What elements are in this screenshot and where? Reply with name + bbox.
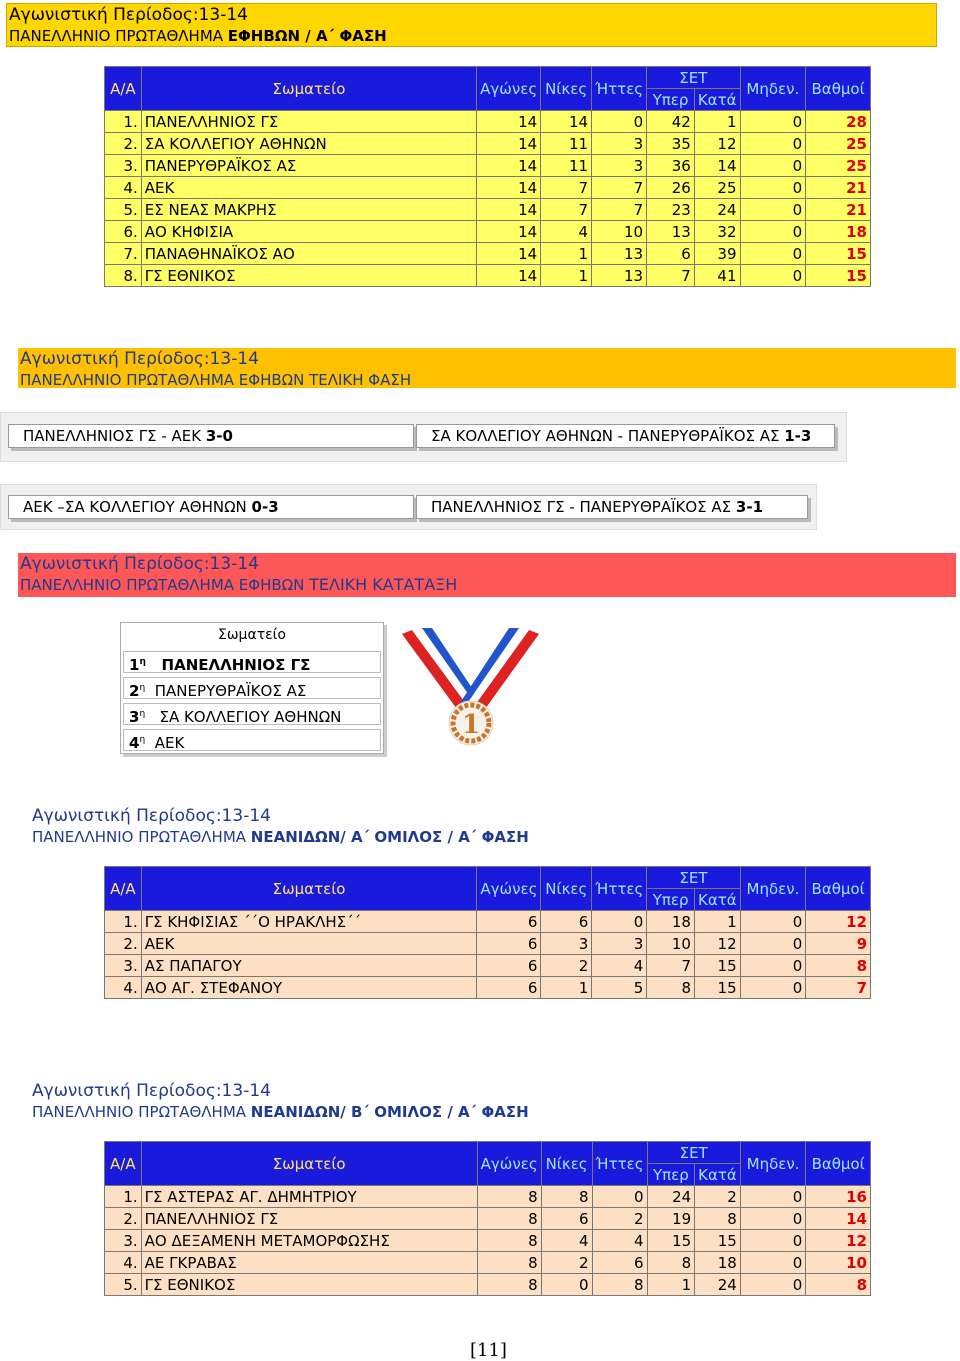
cell-rank: 3. — [105, 1230, 142, 1252]
cell-rank: 5. — [105, 199, 142, 221]
final-rank-2: $2^\eta$ ΠΑΝΕΡΥΘΡΑΪΚΟΣ ΑΣ — [123, 677, 381, 699]
cell-zero: 0 — [740, 1186, 806, 1208]
header-points: Βαθμοί — [806, 1142, 871, 1186]
header-set-for: Υπερ — [647, 1164, 695, 1186]
result-match-1: ΠΑΝΕΛΛΗΝΙΟΣ ΓΣ - ΑΕΚ 3-0 — [8, 424, 414, 448]
cell-losses: 0 — [592, 911, 647, 933]
cell-points: 9 — [806, 933, 871, 955]
header-set: ΣΕΤ — [647, 67, 740, 89]
cell-set-for: 24 — [647, 1186, 695, 1208]
cell-rank: 2. — [105, 1208, 142, 1230]
cell-set-against: 15 — [694, 977, 740, 999]
cell-zero: 0 — [740, 265, 806, 287]
final-ranking — [120, 622, 384, 754]
cell-wins: 7 — [541, 199, 592, 221]
cell-team: ΣΑ ΚΟΛΛΕΓΙΟΥ ΑΘΗΝΩΝ — [141, 133, 476, 155]
cell-rank: 6. — [105, 221, 142, 243]
cell-set-for: 7 — [647, 265, 695, 287]
table-row — [105, 243, 871, 265]
header-team: Σωματείο — [141, 867, 477, 911]
cell-wins: 1 — [541, 977, 592, 999]
header-games: Αγώνες — [477, 1142, 541, 1186]
cell-set-for: 6 — [647, 243, 695, 265]
cell-losses: 4 — [592, 1230, 647, 1252]
cell-set-against: 41 — [694, 265, 740, 287]
cell-wins: 1 — [541, 265, 592, 287]
cell-set-against: 12 — [694, 133, 740, 155]
cell-losses: 4 — [592, 955, 647, 977]
table-row — [105, 199, 871, 221]
cell-team: ΑΟ ΑΓ. ΣΤΕΦΑΝΟΥ — [141, 977, 477, 999]
cell-wins: 6 — [541, 911, 592, 933]
cell-losses: 10 — [592, 221, 647, 243]
cell-games: 8 — [477, 1186, 541, 1208]
cell-zero: 0 — [740, 1230, 806, 1252]
cell-set-against: 14 — [694, 155, 740, 177]
cell-games: 6 — [477, 933, 541, 955]
standings-table-1 — [104, 66, 871, 287]
cell-set-for: 15 — [647, 1230, 695, 1252]
cell-set-for: 19 — [647, 1208, 695, 1230]
cell-team: ΓΣ ΕΘΝΙΚΟΣ — [141, 1274, 477, 1296]
cell-set-against: 8 — [695, 1208, 741, 1230]
cell-wins: 2 — [541, 1252, 592, 1274]
cell-games: 14 — [477, 221, 541, 243]
cell-team: ΓΣ ΕΘΝΙΚΟΣ — [141, 265, 476, 287]
cell-team: ΑΕ ΓΚΡΑΒΑΣ — [141, 1252, 477, 1274]
cell-games: 8 — [477, 1230, 541, 1252]
table-row — [105, 1208, 871, 1230]
cell-wins: 4 — [541, 1230, 592, 1252]
cell-points: 25 — [806, 155, 871, 177]
cell-points: 7 — [806, 977, 871, 999]
section5-title: ΠΑΝΕΛΛΗΝΙΟ ΠΡΩΤΑΘΛΗΜΑ ΝΕΑΝΙΔΩΝ/ Β΄ ΟΜΙΛΟΣ / Α΄ ΦΑΣΗ — [32, 1103, 529, 1121]
cell-rank: 1. — [105, 111, 142, 133]
cell-set-for: 35 — [647, 133, 695, 155]
cell-losses: 7 — [592, 199, 647, 221]
cell-wins: 2 — [541, 955, 592, 977]
cell-team: ΠΑΝΕΛΛΗΝΙΟΣ ΓΣ — [141, 111, 476, 133]
cell-games: 14 — [477, 133, 541, 155]
final-rank-1: $1^\eta$ ΠΑΝΕΛΛΗΝΙΟΣ ΓΣ — [123, 651, 381, 673]
cell-losses: 5 — [592, 977, 647, 999]
cell-team: ΑΕΚ — [141, 933, 477, 955]
cell-games: 6 — [477, 977, 541, 999]
header-set: ΣΕΤ — [647, 1142, 740, 1164]
cell-games: 14 — [477, 243, 541, 265]
cell-set-against: 18 — [695, 1252, 741, 1274]
table-row — [105, 177, 871, 199]
cell-points: 21 — [806, 177, 871, 199]
header-rank: Α/Α — [105, 1142, 142, 1186]
page-number: [11] — [470, 1340, 507, 1361]
table-row — [105, 265, 871, 287]
header-set-against: Κατά — [695, 1164, 741, 1186]
cell-losses: 13 — [592, 265, 647, 287]
cell-games: 8 — [477, 1274, 541, 1296]
header-wins: Νίκες — [541, 1142, 592, 1186]
cell-rank: 8. — [105, 265, 142, 287]
cell-rank: 2. — [105, 133, 142, 155]
cell-points: 25 — [806, 133, 871, 155]
cell-set-for: 18 — [647, 911, 695, 933]
cell-wins: 4 — [541, 221, 592, 243]
section3-title: ΠΑΝΕΛΛΗΝΙΟ ΠΡΩΤΑΘΛΗΜΑ ΕΦΗΒΩΝ ΤΕΛΙΚΗ ΚΑΤΑΤΑΞΗ — [20, 575, 458, 594]
cell-points: 12 — [806, 911, 871, 933]
cell-set-for: 13 — [647, 221, 695, 243]
cell-zero: 0 — [740, 933, 806, 955]
header-losses: Ήττες — [592, 1142, 647, 1186]
cell-rank: 3. — [105, 955, 142, 977]
standings-table-2 — [104, 866, 871, 999]
cell-set-against: 39 — [694, 243, 740, 265]
section1-title: ΠΑΝΕΛΛΗΝΙΟ ΠΡΩΤΑΘΛΗΜΑ ΕΦΗΒΩΝ / Α΄ ΦΑΣΗ — [9, 27, 387, 45]
table-row — [105, 155, 871, 177]
cell-zero: 0 — [740, 977, 806, 999]
cell-team: ΑΟ ΔΕΞΑΜΕΝΗ ΜΕΤΑΜΟΡΦΩΣΗΣ — [141, 1230, 477, 1252]
cell-zero: 0 — [740, 955, 806, 977]
section3-season: Αγωνιστική Περίοδος:13-14 — [20, 554, 259, 574]
cell-zero: 0 — [740, 155, 806, 177]
section4-header — [30, 805, 630, 847]
header-losses: Ήττες — [592, 867, 647, 911]
cell-losses: 7 — [592, 177, 647, 199]
cell-zero: 0 — [740, 911, 806, 933]
section2-title: ΠΑΝΕΛΛΗΝΙΟ ΠΡΩΤΑΘΛΗΜΑ ΕΦΗΒΩΝ ΤΕΛΙΚΗ ΦΑΣΗ — [20, 371, 412, 389]
cell-set-for: 36 — [647, 155, 695, 177]
header-points: Βαθμοί — [806, 67, 871, 111]
cell-team: ΓΣ ΚΗΦΙΣΙΑΣ ΄΄Ο ΗΡΑΚΛΗΣ΄΄ — [141, 911, 477, 933]
result-match-2: ΣΑ ΚΟΛΛΕΓΙΟΥ ΑΘΗΝΩΝ - ΠΑΝΕΡΥΘΡΑΪΚΟΣ ΑΣ 1-3 — [416, 424, 835, 448]
cell-set-against: 15 — [695, 1230, 741, 1252]
cell-points: 18 — [806, 221, 871, 243]
cell-games: 8 — [477, 1208, 541, 1230]
header-games: Αγώνες — [477, 867, 541, 911]
cell-set-for: 8 — [647, 1252, 695, 1274]
header-losses: Ήττες — [592, 67, 647, 111]
cell-set-against: 25 — [694, 177, 740, 199]
header-set: ΣΕΤ — [647, 867, 740, 889]
section4-season: Αγωνιστική Περίοδος:13-14 — [32, 806, 271, 826]
header-points: Βαθμοί — [806, 867, 871, 911]
cell-rank: 1. — [105, 911, 142, 933]
section5-season: Αγωνιστική Περίοδος:13-14 — [32, 1081, 271, 1101]
header-team: Σωματείο — [141, 67, 476, 111]
section2-season: Αγωνιστική Περίοδος:13-14 — [20, 349, 259, 369]
section4-title: ΠΑΝΕΛΛΗΝΙΟ ΠΡΩΤΑΘΛΗΜΑ ΝΕΑΝΙΔΩΝ/ Α΄ ΟΜΙΛΟΣ / Α΄ ΦΑΣΗ — [32, 828, 529, 846]
header-zero: Μηδεν. — [740, 867, 806, 911]
cell-team: ΠΑΝΕΛΛΗΝΙΟΣ ΓΣ — [141, 1208, 477, 1230]
cell-zero: 0 — [740, 243, 806, 265]
cell-wins: 7 — [541, 177, 592, 199]
cell-set-for: 8 — [647, 977, 695, 999]
cell-zero: 0 — [740, 177, 806, 199]
cell-zero: 0 — [740, 199, 806, 221]
medal-icon — [398, 628, 543, 750]
header-zero: Μηδεν. — [740, 67, 806, 111]
cell-set-for: 1 — [647, 1274, 695, 1296]
header-rank: Α/Α — [105, 867, 142, 911]
cell-rank: 1. — [105, 1186, 142, 1208]
cell-wins: 8 — [541, 1186, 592, 1208]
cell-points: 10 — [806, 1252, 871, 1274]
cell-team: ΑΕΚ — [141, 177, 476, 199]
cell-set-against: 24 — [694, 199, 740, 221]
cell-points: 14 — [806, 1208, 871, 1230]
cell-losses: 0 — [592, 111, 647, 133]
cell-set-against: 1 — [694, 911, 740, 933]
header-rank: Α/Α — [105, 67, 142, 111]
cell-zero: 0 — [740, 221, 806, 243]
cell-points: 16 — [806, 1186, 871, 1208]
cell-losses: 13 — [592, 243, 647, 265]
cell-rank: 4. — [105, 177, 142, 199]
cell-wins: 14 — [541, 111, 592, 133]
cell-losses: 0 — [592, 1186, 647, 1208]
header-games: Αγώνες — [477, 67, 541, 111]
cell-rank: 4. — [105, 1252, 142, 1274]
cell-points: 8 — [806, 1274, 871, 1296]
cell-games: 14 — [477, 155, 541, 177]
table-row — [105, 221, 871, 243]
cell-set-for: 42 — [647, 111, 695, 133]
cell-team: ΓΣ ΑΣΤΕΡΑΣ ΑΓ. ΔΗΜΗΤΡΙΟΥ — [141, 1186, 477, 1208]
cell-games: 14 — [477, 111, 541, 133]
cell-losses: 3 — [592, 133, 647, 155]
cell-wins: 1 — [541, 243, 592, 265]
cell-rank: 5. — [105, 1274, 142, 1296]
cell-games: 6 — [477, 955, 541, 977]
cell-team: ΕΣ ΝΕΑΣ ΜΑΚΡΗΣ — [141, 199, 476, 221]
final-rank-3: $3^\eta$ ΣΑ ΚΟΛΛΕΓΙΟΥ ΑΘΗΝΩΝ — [123, 703, 381, 725]
cell-games: 8 — [477, 1252, 541, 1274]
cell-set-against: 32 — [694, 221, 740, 243]
cell-points: 15 — [806, 243, 871, 265]
cell-wins: 0 — [541, 1274, 592, 1296]
table-row — [105, 1186, 871, 1208]
header-set-against: Κατά — [694, 889, 740, 911]
cell-losses: 3 — [592, 933, 647, 955]
header-set-for: Υπερ — [647, 89, 695, 111]
cell-zero: 0 — [740, 1274, 806, 1296]
cell-losses: 3 — [592, 155, 647, 177]
header-wins: Νίκες — [541, 867, 592, 911]
cell-wins: 11 — [541, 133, 592, 155]
cell-zero: 0 — [740, 1252, 806, 1274]
cell-zero: 0 — [740, 111, 806, 133]
section5-header — [30, 1080, 630, 1122]
cell-set-for: 23 — [647, 199, 695, 221]
cell-points: 28 — [806, 111, 871, 133]
cell-points: 15 — [806, 265, 871, 287]
cell-wins: 3 — [541, 933, 592, 955]
final-ranking-header: Σωματείο — [217, 627, 286, 643]
table-row — [105, 977, 871, 999]
cell-points: 12 — [806, 1230, 871, 1252]
cell-losses: 8 — [592, 1274, 647, 1296]
cell-set-for: 26 — [647, 177, 695, 199]
result-match-3: ΑΕΚ –ΣΑ ΚΟΛΛΕΓΙΟΥ ΑΘΗΝΩΝ 0-3 — [8, 495, 414, 519]
section1-season: Αγωνιστική Περίοδος:13-14 — [9, 5, 248, 25]
cell-games: 6 — [477, 911, 541, 933]
cell-rank: 4. — [105, 977, 142, 999]
cell-set-against: 15 — [694, 955, 740, 977]
standings-table-3 — [104, 1141, 871, 1296]
cell-set-against: 2 — [695, 1186, 741, 1208]
cell-wins: 11 — [541, 155, 592, 177]
header-set-against: Κατά — [694, 89, 740, 111]
cell-set-against: 24 — [695, 1274, 741, 1296]
table-row — [105, 911, 871, 933]
header-team: Σωματείο — [141, 1142, 477, 1186]
cell-games: 14 — [477, 199, 541, 221]
cell-losses: 6 — [592, 1252, 647, 1274]
cell-wins: 6 — [541, 1208, 592, 1230]
cell-set-against: 12 — [694, 933, 740, 955]
cell-points: 8 — [806, 955, 871, 977]
medal-number: 1 — [461, 710, 481, 740]
final-rank-4: $4^\eta$ ΑΕΚ — [123, 729, 381, 751]
cell-games: 14 — [477, 265, 541, 287]
cell-points: 21 — [806, 199, 871, 221]
table-row — [105, 1274, 871, 1296]
cell-team: ΑΟ ΚΗΦΙΣΙΑ — [141, 221, 476, 243]
cell-games: 14 — [477, 177, 541, 199]
cell-rank: 3. — [105, 155, 142, 177]
table-row — [105, 1252, 871, 1274]
table-row — [105, 955, 871, 977]
header-zero: Μηδεν. — [740, 1142, 806, 1186]
cell-set-against: 1 — [694, 111, 740, 133]
section2-header — [18, 348, 956, 388]
header-set-for: Υπερ — [647, 889, 695, 911]
table-row — [105, 1230, 871, 1252]
cell-rank: 7. — [105, 243, 142, 265]
header-wins: Νίκες — [541, 67, 592, 111]
cell-set-for: 7 — [647, 955, 695, 977]
cell-losses: 2 — [592, 1208, 647, 1230]
cell-team: ΑΣ ΠΑΠΑΓΟΥ — [141, 955, 477, 977]
section3-header — [18, 553, 956, 597]
result-match-4: ΠΑΝΕΛΛΗΝΙΟΣ ΓΣ - ΠΑΝΕΡΥΘΡΑΪΚΟΣ ΑΣ 3-1 — [416, 495, 808, 519]
table-row — [105, 133, 871, 155]
table-row — [105, 111, 871, 133]
cell-zero: 0 — [740, 133, 806, 155]
table-row — [105, 933, 871, 955]
section1-header — [6, 3, 937, 47]
cell-team: ΠΑΝΕΡΥΘΡΑΪΚΟΣ ΑΣ — [141, 155, 476, 177]
cell-rank: 2. — [105, 933, 142, 955]
cell-zero: 0 — [740, 1208, 806, 1230]
cell-team: ΠΑΝΑΘΗΝΑΪΚΟΣ ΑΟ — [141, 243, 476, 265]
cell-set-for: 10 — [647, 933, 695, 955]
